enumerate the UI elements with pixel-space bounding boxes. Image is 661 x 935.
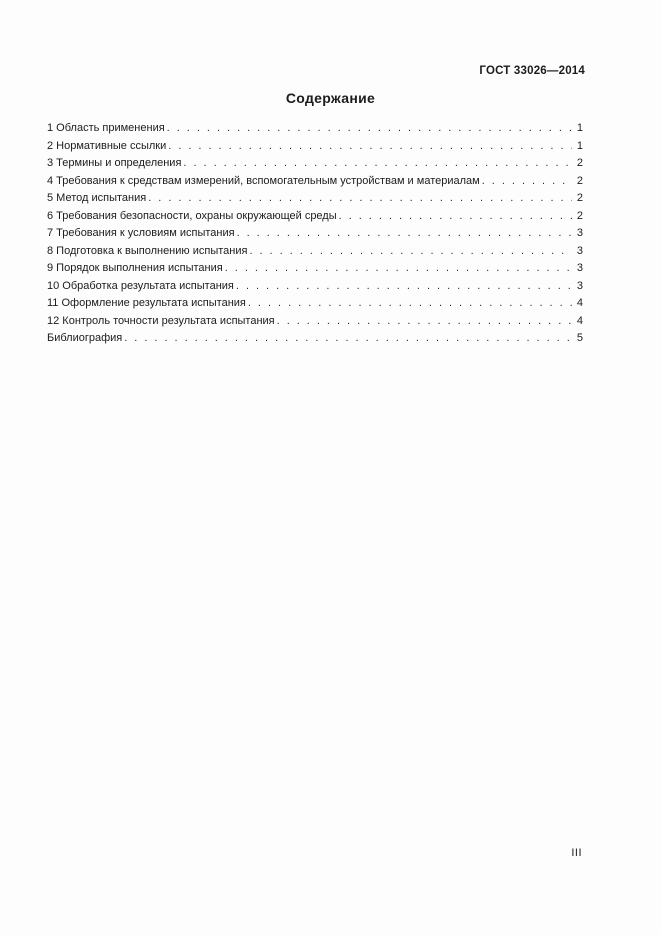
page-footer bbox=[47, 843, 582, 861]
toc-entry-label: Библиография bbox=[47, 332, 123, 344]
toc-entry-label: 1 Область применения bbox=[47, 122, 165, 134]
toc-entry-label: 8 Подготовка к выполнению испытания bbox=[47, 244, 248, 257]
toc-entry bbox=[47, 295, 583, 313]
toc-entry-page: 5 bbox=[576, 332, 583, 344]
toc-entry-label: 11 Оформление результата испытания bbox=[47, 297, 246, 309]
toc-entry bbox=[47, 278, 583, 296]
toc-entry bbox=[47, 330, 583, 348]
toc-entry-label: 9 Порядок выполнения испытания bbox=[47, 262, 223, 274]
toc-entry-page: 1 bbox=[576, 139, 583, 152]
toc-leader-dots bbox=[168, 138, 572, 156]
standard-code: ГОСТ 33026—2014 bbox=[479, 65, 585, 77]
toc-entry-page: 3 bbox=[576, 244, 583, 257]
page-title: Содержание bbox=[285, 90, 376, 106]
toc-entry-page: 2 bbox=[576, 174, 583, 187]
toc-entry-label: 12 Контроль точности результата испытания bbox=[47, 314, 275, 327]
toc-entry bbox=[47, 155, 583, 173]
toc-entry bbox=[47, 208, 583, 226]
toc-leader-dots bbox=[225, 260, 572, 278]
document-header bbox=[47, 61, 585, 79]
toc-entry bbox=[47, 190, 583, 208]
toc-entry-page: 3 bbox=[576, 262, 583, 274]
toc-leader-dots bbox=[482, 173, 572, 191]
toc-leader-dots bbox=[148, 190, 572, 208]
toc-entry-label: 4 Требования к средствам измерений, вспомогательным устройствам и материалам bbox=[47, 174, 480, 187]
toc-entry bbox=[47, 313, 583, 331]
toc-entry-label: 5 Метод испытания bbox=[47, 192, 147, 204]
toc-entry bbox=[47, 173, 583, 191]
toc-entry-label: 7 Требования к условиям испытания bbox=[47, 227, 235, 239]
toc-entry bbox=[47, 260, 583, 278]
toc-entry-page: 2 bbox=[576, 209, 583, 222]
toc-leader-dots bbox=[339, 208, 572, 226]
toc-leader-dots bbox=[124, 330, 572, 348]
toc-leader-dots bbox=[249, 243, 572, 261]
toc-leader-dots bbox=[277, 313, 572, 331]
toc-entry-page: 1 bbox=[576, 122, 583, 134]
toc-leader-dots bbox=[236, 278, 572, 296]
toc-entry-page: 3 bbox=[576, 227, 583, 239]
toc-entry bbox=[47, 120, 583, 138]
toc-entry-page: 3 bbox=[576, 279, 583, 292]
toc-entry bbox=[47, 225, 583, 243]
toc-list bbox=[47, 120, 583, 348]
toc-entry-page: 2 bbox=[576, 157, 583, 169]
toc-entry bbox=[47, 243, 583, 261]
toc-entry-page: 4 bbox=[576, 297, 583, 309]
toc-leader-dots bbox=[248, 295, 572, 313]
page-number: III bbox=[571, 847, 582, 859]
toc-entry-label: 3 Термины и определения bbox=[47, 157, 182, 169]
toc-entry-label: 2 Нормативные ссылки bbox=[47, 139, 167, 152]
toc-leader-dots bbox=[167, 120, 572, 138]
toc-leader-dots bbox=[237, 225, 572, 243]
toc-entry bbox=[47, 138, 583, 156]
toc-entry-page: 4 bbox=[576, 314, 583, 327]
toc-leader-dots bbox=[183, 155, 572, 173]
toc-entry-page: 2 bbox=[576, 192, 583, 204]
toc-entry-label: 6 Требования безопасности, охраны окружающей среды bbox=[47, 209, 337, 222]
toc-entry-label: 10 Обработка результата испытания bbox=[47, 279, 234, 292]
